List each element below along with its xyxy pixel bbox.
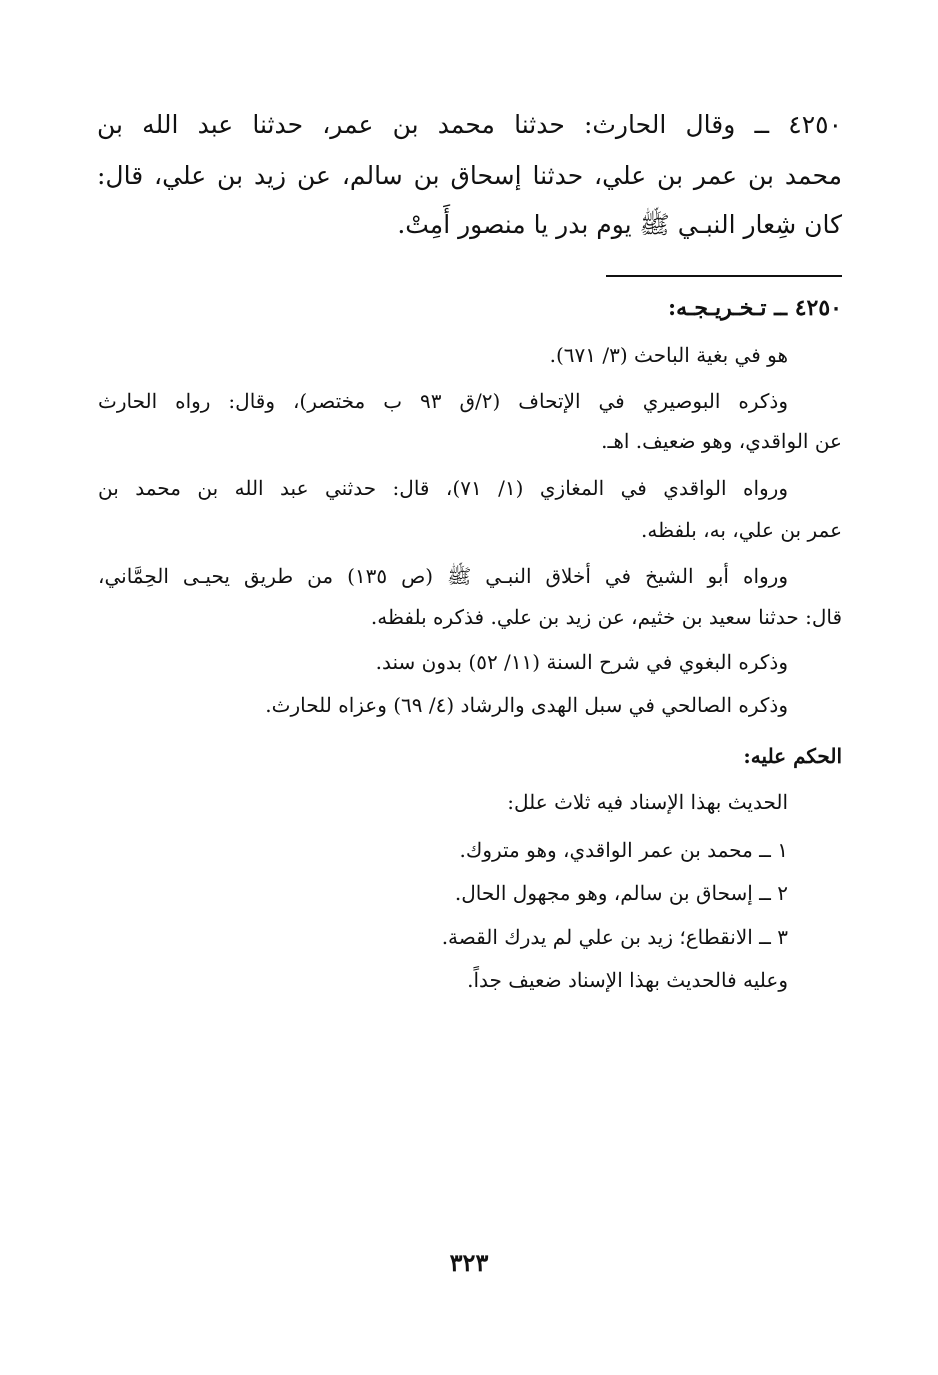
ruling-line: وعليه فالحديث بهذا الإسناد ضعيف جداً. xyxy=(467,968,788,992)
main-text-line-3: كان شِعار النبـي ﷺ يوم بدر يا منصور أَمِتْ. xyxy=(397,210,842,239)
ruling-line: ٣ ــ الانقطاع؛ زيد بن علي لم يدرك القصة. xyxy=(441,925,788,949)
note-line: وذكره البوصيري في الإتحاف (٢/ق ٩٣ ب مختصر)، وقال: رواه الحارث xyxy=(98,389,788,413)
ruling-line: الحديث بهذا الإسناد فيه ثلاث علل: xyxy=(507,790,788,814)
note-line: عن الواقدي، وهو ضعيف. اهـ. xyxy=(601,429,842,453)
note-line: وذكره الصالحي في سبل الهدى والرشاد (٤/ ٦٩) وعزاه للحارث. xyxy=(265,693,788,717)
ruling-line: ٢ ــ إسحاق بن سالم، وهو مجهول الحال. xyxy=(454,881,788,905)
note-line: قال: حدثنا سعيد بن خثيم، عن زيد بن علي. فذكره بلفظه. xyxy=(370,605,842,629)
ruling-line: ١ ــ محمد بن عمر الواقدي، وهو متروك. xyxy=(459,838,788,862)
page-number: ٣٢٣ xyxy=(449,1248,489,1277)
note-line: عمر بن علي، به، بلفظه. xyxy=(641,518,842,542)
main-text-line-1: ٤٢٥٠ ــ وقال الحارث: حدثنا محمد بن عمر، حدثنا عبد الله بن xyxy=(97,110,842,139)
ruling-heading: الحكم عليه: xyxy=(743,744,842,768)
takhrij-heading: ٤٢٥٠ ــ تـخـريـجـه: xyxy=(668,295,842,321)
footnote-divider xyxy=(606,275,842,277)
note-line: ورواه الواقدي في المغازي (١/ ٧١)، قال: حدثني عبد الله بن محمد بن xyxy=(98,476,789,500)
note-line: هو في بغية الباحث (٣/ ٦٧١). xyxy=(549,343,788,367)
note-line: ورواه أبو الشيخ في أخلاق النبـي ﷺ (ص ١٣٥) من طريق يحيـى الحِمَّاني، xyxy=(98,564,788,588)
main-text-line-2: محمد بن عمر بن علي، حدثنا إسحاق بن سالم، عن زيد بن علي، قال: xyxy=(97,161,842,190)
note-line: وذكره البغوي في شرح السنة (١١/ ٥٢) بدون سند. xyxy=(375,650,788,674)
